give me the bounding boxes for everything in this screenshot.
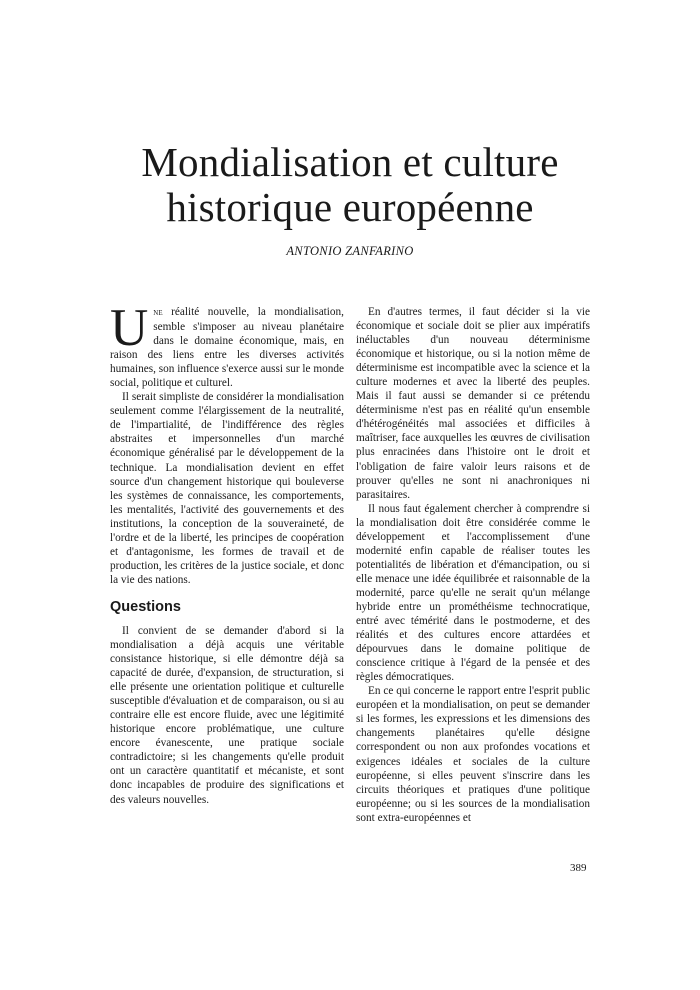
paragraph-intro-text: réalité nouvelle, la mondialisation, semble s'imposer au niveau planétaire dans le domaine économique, mais, en raison des liens entre les diverses activités humaines, son influence s'exerce aussi sur le monde social, politique et culturel. (110, 306, 344, 390)
paragraph-egalement: Il nous faut également chercher à comprendre si la mondialisation doit être considérée comme le développement et l'accomplissement d'une modernité enfin capable de réaliser toutes les potentialités de libération et d'émancipation, ou si elle menace une idée équilibrée et raisonnable de la modernité, parce qu'elle ne serait qu'un mélange hybride entre un prométhéisme technocratique, entré avec témérité dans le postmoderne, et des réalités et des cultures encore attardées et dépourvues dans le domaine politique de conscience critique à l'égard de la pensée et des règles démocratiques. (356, 502, 590, 684)
right-column (356, 305, 590, 825)
section-heading-questions: Questions (110, 598, 181, 615)
paragraph-rapport: En ce qui concerne le rapport entre l'esprit public européen et la mondialisation, on peut se demander si les formes, les expressions et les dimensions des changements planétaires qu'elle désigne correspondent ou non aux profondes vocations et exigences idéales et sociales de la culture européenne, si elles peuvent s'inscrire dans les circuits théoriques et pratiques d'une politique européenne; ou si les sources de la mondialisation sont extra-européennes et (356, 685, 590, 824)
first-word-smallcaps: ne (153, 307, 163, 318)
left-column (110, 299, 344, 807)
article-title (0, 140, 700, 230)
author-name: ANTONIO ZANFARINO (286, 244, 414, 258)
drop-cap: U (110, 299, 149, 357)
title-line-2: historique européenne (166, 184, 534, 230)
paragraph-autres-termes: En d'autres termes, il faut décider si la vie économique et sociale doit se plier aux impératifs inéluctables d'un nouveau déterminisme économique et historique, ou si la notion même de déterminisme est incompatible avec la science et la culture modernes et avec la liberté des peuples. Mais il faut aussi se demander si ce prétendu déterminisme n'est pas en réalité qu'un ensemble d'hétérogénéités mal associées et difficiles à maîtriser, face auxquelles les œuvres de civilisation plus enracinées dans l'histoire ont le droit et l'obligation de faire valoir leurs raisons et de prouver qu'elles ne sont ni anachroniques ni parasitaires. (356, 306, 590, 501)
title-line-1: Mondialisation et culture (141, 139, 559, 185)
paragraph-intro (110, 299, 344, 390)
paragraph-simpliste: Il serait simpliste de considérer la mondialisation seulement comme l'élargissement de la neutralité, de l'impartialité, de l'indifférence des règles abstraites et impersonnelles d'un marché économique généralisé par le développement de la technique. La mondialisation devient en effet source d'un changement historique qui bouleverse les systèmes de connaissance, les comportements, les mentalités, l'activité des gouvernements et des institutions, la conception de la souveraineté, de l'ordre et de la liberté, les principes de coopération et d'antagonisme, les formes de travail et de production, les critères de la justice sociale, et donc la vie des nations. (110, 391, 344, 586)
page-number: 389 (570, 862, 587, 874)
paragraph-convient: Il convient de se demander d'abord si la mondialisation a déjà acquis une véritable consistance historique, si elle démontre déjà sa capacité de durée, d'expansion, de structuration, si elle présente une orientation politique et culturelle susceptible d'évaluation et de comparaison, ou si au contraire elle est encore fluide, avec une légitimité historique encore problématique, une culture encore évanescente, une pratique sociale contradictoire; si les changements qu'elle produit ont un caractère quantitatif et mécaniste, et sont donc incapables de produire des significations et des valeurs nouvelles. (110, 624, 344, 806)
